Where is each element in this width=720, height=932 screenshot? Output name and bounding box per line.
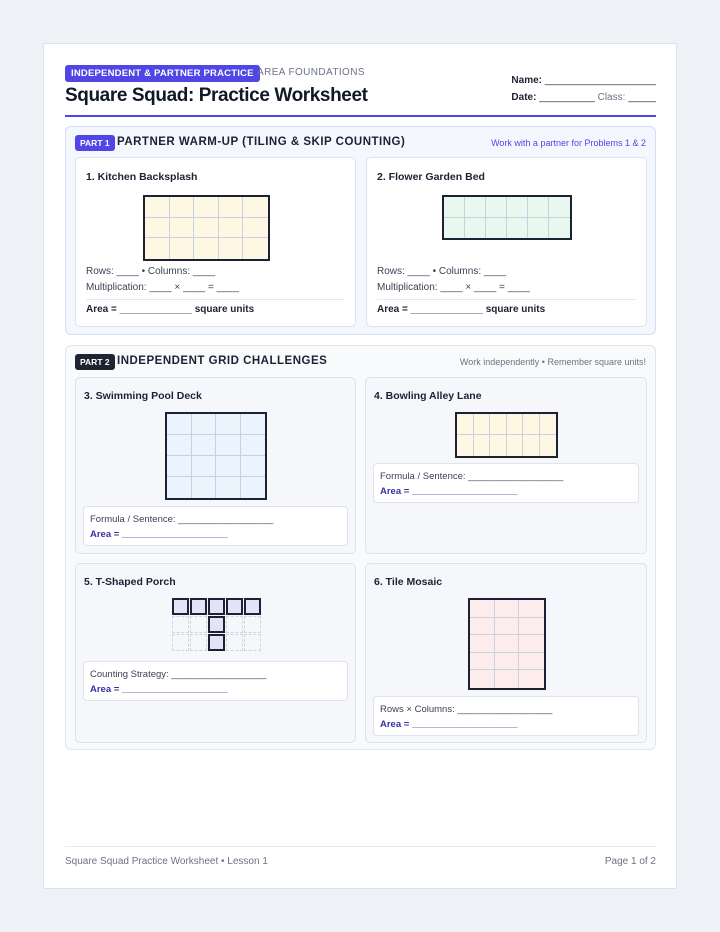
grid-square	[519, 635, 544, 653]
problem-3-answer-box[interactable]	[83, 506, 348, 546]
grid-square	[167, 435, 192, 456]
part2-section	[65, 345, 656, 750]
grid-square	[486, 197, 507, 218]
porch-square	[208, 616, 225, 633]
grid-square	[145, 238, 170, 259]
swimming-pool-grid	[165, 412, 267, 500]
grid-square	[528, 218, 549, 239]
grid-square	[474, 435, 491, 456]
grid-square	[490, 435, 507, 456]
page-title: Square Squad: Practice Worksheet	[65, 85, 368, 106]
grid-square	[549, 197, 570, 218]
grid-square	[243, 197, 268, 218]
problem-2-title: 2. Flower Garden Bed	[377, 171, 485, 183]
part2-title: INDEPENDENT GRID CHALLENGES	[117, 355, 328, 367]
guide-square	[244, 634, 261, 651]
grid-square	[243, 218, 268, 239]
grid-square	[194, 197, 219, 218]
grid-square	[470, 670, 495, 688]
grid-square	[549, 218, 570, 239]
page-footer	[65, 846, 656, 867]
grid-square	[192, 435, 217, 456]
part2-header	[75, 354, 646, 372]
guide-square	[190, 634, 207, 651]
problem-5-title: 5. T-Shaped Porch	[84, 576, 176, 588]
worksheet-page	[43, 43, 677, 889]
footer-lesson: Square Squad Practice Worksheet • Lesson 1	[65, 856, 268, 867]
grid-square	[192, 477, 217, 498]
part1-header	[75, 135, 646, 153]
guide-square	[190, 616, 207, 633]
grid-square	[170, 238, 195, 259]
grid-square	[457, 414, 474, 435]
grid-square	[243, 238, 268, 259]
grid-square	[507, 435, 524, 456]
page-number: Page 1 of 2	[604, 856, 656, 867]
problem-4-title: 4. Bowling Alley Lane	[374, 390, 482, 402]
grid-square	[519, 618, 544, 636]
grid-square	[192, 456, 217, 477]
grid-square	[470, 653, 495, 671]
problem-6-title: 6. Tile Mosaic	[374, 576, 443, 588]
bowling-lane-grid	[455, 412, 558, 458]
guide-square	[172, 634, 189, 651]
problem-3-title: 3. Swimming Pool Deck	[84, 390, 202, 402]
grid-square	[241, 456, 266, 477]
class-blank: _____	[628, 92, 656, 103]
grid-square	[145, 218, 170, 239]
grid-square	[241, 477, 266, 498]
problem-5-area: Area = ____________________	[90, 684, 228, 695]
grid-square	[523, 414, 540, 435]
grid-square	[241, 414, 266, 435]
problem-2-card	[366, 157, 647, 327]
problem-3-card	[75, 377, 356, 554]
grid-square	[444, 197, 465, 218]
part2-note: Work independently • Remember square units!	[459, 357, 646, 367]
part1-section	[65, 126, 656, 335]
grid-square	[170, 218, 195, 239]
problem-2-area: Area = _____________ square units	[377, 304, 546, 315]
subject-label: AREA FOUNDATIONS	[257, 67, 365, 78]
grid-square	[528, 197, 549, 218]
grid-square	[145, 197, 170, 218]
problem-4-answer-box[interactable]	[373, 463, 639, 503]
grid-square	[216, 456, 241, 477]
grid-square	[540, 414, 557, 435]
part1-note: Work with a partner for Problems 1 & 2	[491, 138, 646, 148]
grid-square	[444, 218, 465, 239]
problem-6-card	[365, 563, 647, 743]
grid-square	[167, 456, 192, 477]
part2-badge: PART 2	[75, 354, 115, 370]
problem-2-rows-columns: Rows: ____ • Columns: ____	[377, 266, 507, 277]
name-field[interactable]	[511, 72, 656, 89]
divider	[377, 299, 636, 300]
grid-square	[519, 670, 544, 688]
flower-garden-grid	[442, 195, 572, 240]
grid-square	[170, 197, 195, 218]
problem-5-answer-box[interactable]	[83, 661, 348, 701]
porch-square	[190, 598, 207, 615]
grid-square	[490, 414, 507, 435]
guide-square	[226, 634, 243, 651]
problem-1-card	[75, 157, 356, 327]
problem-1-rows-columns: Rows: ____ • Columns: ____	[86, 266, 216, 277]
divider	[86, 299, 345, 300]
problem-3-area: Area = ____________________	[90, 529, 228, 540]
grid-square	[474, 414, 491, 435]
problem-1-title: 1. Kitchen Backsplash	[86, 171, 198, 183]
grid-square	[465, 218, 486, 239]
date-blank: __________	[539, 92, 595, 103]
grid-square	[194, 238, 219, 259]
problem-4-card	[365, 377, 647, 554]
grid-square	[465, 197, 486, 218]
porch-square	[226, 598, 243, 615]
grid-square	[194, 218, 219, 239]
problem-1-multiplication: Multiplication: ____ × ____ = ____	[86, 282, 239, 293]
grid-square	[219, 197, 244, 218]
grid-square	[167, 414, 192, 435]
class-label: Class:	[597, 92, 626, 103]
grid-square	[523, 435, 540, 456]
grid-square	[495, 670, 520, 688]
problem-6-area: Area = ____________________	[380, 719, 518, 730]
worksheet-content	[65, 64, 656, 867]
grid-square	[219, 218, 244, 239]
practice-tag: INDEPENDENT & PARTNER PRACTICE	[65, 65, 260, 82]
grid-square	[470, 618, 495, 636]
t-shaped-porch-grid	[172, 598, 262, 654]
problem-5-card	[75, 563, 356, 743]
worksheet-header	[65, 64, 656, 117]
problem-6-rows-columns: Rows × Columns: __________________	[380, 704, 553, 715]
name-label: Name:	[511, 75, 542, 86]
porch-square	[208, 598, 225, 615]
grid-square	[495, 653, 520, 671]
grid-square	[216, 477, 241, 498]
problem-5-strategy: Counting Strategy: __________________	[90, 669, 267, 680]
problem-2-multiplication: Multiplication: ____ × ____ = ____	[377, 282, 530, 293]
name-blank: ____________________	[544, 75, 656, 86]
problem-3-formula: Formula / Sentence: __________________	[90, 514, 274, 525]
kitchen-backsplash-grid	[143, 195, 270, 261]
porch-square	[208, 634, 225, 651]
grid-square	[495, 600, 520, 618]
date-label: Date:	[511, 92, 537, 103]
part1-title: PARTNER WARM-UP (TILING & SKIP COUNTING)	[117, 136, 406, 148]
grid-square	[470, 635, 495, 653]
grid-square	[216, 435, 241, 456]
problem-4-formula: Formula / Sentence: __________________	[380, 471, 564, 482]
date-class-field[interactable]	[511, 89, 656, 106]
grid-square	[519, 653, 544, 671]
grid-square	[241, 435, 266, 456]
problem-6-answer-box[interactable]	[373, 696, 639, 736]
grid-square	[507, 197, 528, 218]
porch-square	[244, 598, 261, 615]
grid-square	[486, 218, 507, 239]
guide-square	[226, 616, 243, 633]
problem-1-area: Area = _____________ square units	[86, 304, 255, 315]
grid-square	[470, 600, 495, 618]
grid-square	[495, 618, 520, 636]
grid-square	[507, 414, 524, 435]
part1-badge: PART 1	[75, 135, 115, 151]
grid-square	[519, 600, 544, 618]
grid-square	[540, 435, 557, 456]
guide-square	[244, 616, 261, 633]
grid-square	[216, 414, 241, 435]
porch-square	[172, 598, 189, 615]
grid-square	[457, 435, 474, 456]
grid-square	[167, 477, 192, 498]
grid-square	[507, 218, 528, 239]
grid-square	[219, 238, 244, 259]
tile-mosaic-grid	[468, 598, 546, 690]
problem-4-area: Area = ____________________	[380, 486, 518, 497]
guide-square	[172, 616, 189, 633]
grid-square	[495, 635, 520, 653]
grid-square	[192, 414, 217, 435]
student-fields	[511, 72, 656, 106]
